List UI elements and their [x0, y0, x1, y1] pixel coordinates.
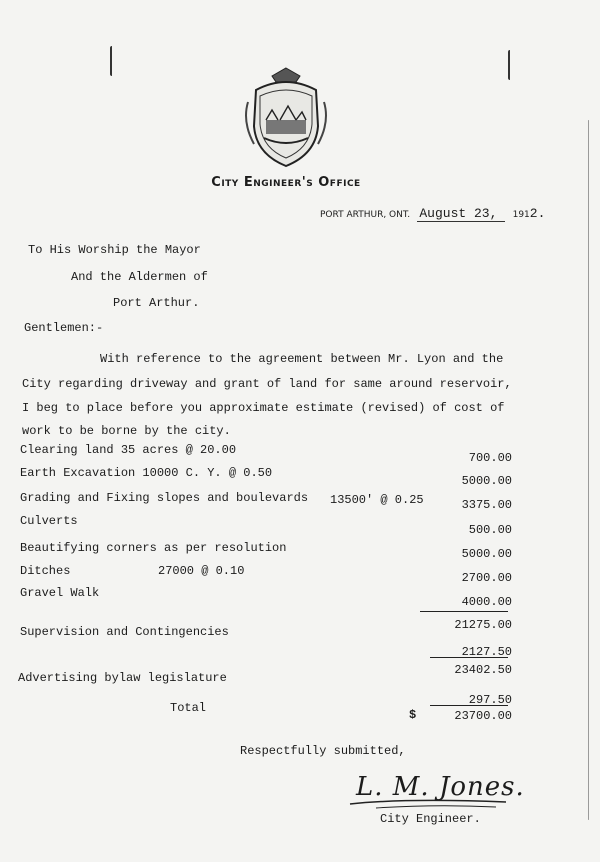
item-amount: 3375.00	[461, 498, 512, 512]
supervision-amount: 2127.50	[461, 645, 512, 659]
item-detail: 13500' @ 0.25	[330, 493, 424, 507]
date-value: August 23,	[417, 206, 505, 222]
year-prefix: 191	[512, 210, 530, 220]
signatory-title: City Engineer.	[380, 812, 481, 826]
body-line-4: work to be borne by the city.	[22, 424, 231, 438]
item-label: Gravel Walk	[20, 586, 100, 600]
sum-rule-3	[430, 705, 508, 706]
office-heading: City Engineer's Office	[211, 175, 361, 190]
item-label: Beautifying corners as per resolution	[20, 541, 287, 555]
item-label: Culverts	[20, 514, 78, 528]
right-edge-shadow	[588, 120, 589, 820]
total-label: Total	[170, 701, 207, 715]
address-line-2: And the Aldermen of	[71, 270, 208, 284]
item-amount: 5000.00	[461, 547, 512, 561]
item-amount: 700.00	[468, 451, 512, 465]
item-label: Grading and Fixing slopes and boulevards	[20, 491, 309, 505]
dateline	[320, 206, 545, 221]
supervision-label: Supervision and Contingencies	[20, 625, 229, 639]
year-suffix: 2.	[529, 206, 546, 221]
address-line-1: To His Worship the Mayor	[28, 243, 201, 257]
punch-mark-left	[110, 46, 118, 76]
total-amount: 23700.00	[454, 709, 512, 723]
signature: L. M. Jones.	[356, 772, 525, 802]
closing-line: Respectfully submitted,	[240, 744, 406, 758]
body-line-1: With reference to the agreement between Mr. Lyon and the	[100, 352, 504, 366]
currency-symbol: $	[409, 708, 417, 722]
city-seal-emblem	[236, 62, 336, 170]
subtotal-1: 21275.00	[454, 618, 512, 632]
body-line-3: I beg to place before you approximate estimate (revised) of cost of	[22, 401, 505, 415]
sum-rule-1	[420, 611, 508, 612]
body-line-2: City regarding driveway and grant of land for same around reservoir,	[22, 377, 512, 391]
subtotal-2: 23402.50	[454, 663, 512, 677]
address-line-3: Port Arthur.	[113, 296, 200, 310]
item-amount: 4000.00	[461, 595, 512, 609]
item-detail: 27000 @ 0.10	[158, 564, 245, 578]
item-amount: 5000.00	[461, 474, 512, 488]
advertising-label: Advertising bylaw legislature	[18, 671, 227, 685]
sum-rule-2	[430, 657, 508, 658]
item-amount: 500.00	[468, 523, 512, 537]
punch-mark-right	[508, 50, 516, 80]
place-label: PORT ARTHUR, ONT.	[320, 210, 411, 220]
advertising-amount: 297.50	[468, 693, 512, 707]
item-label: Clearing land 35 acres @ 20.00	[20, 443, 237, 457]
item-label: Ditches	[20, 564, 71, 578]
item-amount: 2700.00	[461, 571, 512, 585]
salutation: Gentlemen:-	[24, 321, 104, 335]
signature-flourish	[346, 796, 516, 812]
item-label: Earth Excavation 10000 C. Y. @ 0.50	[20, 466, 273, 480]
